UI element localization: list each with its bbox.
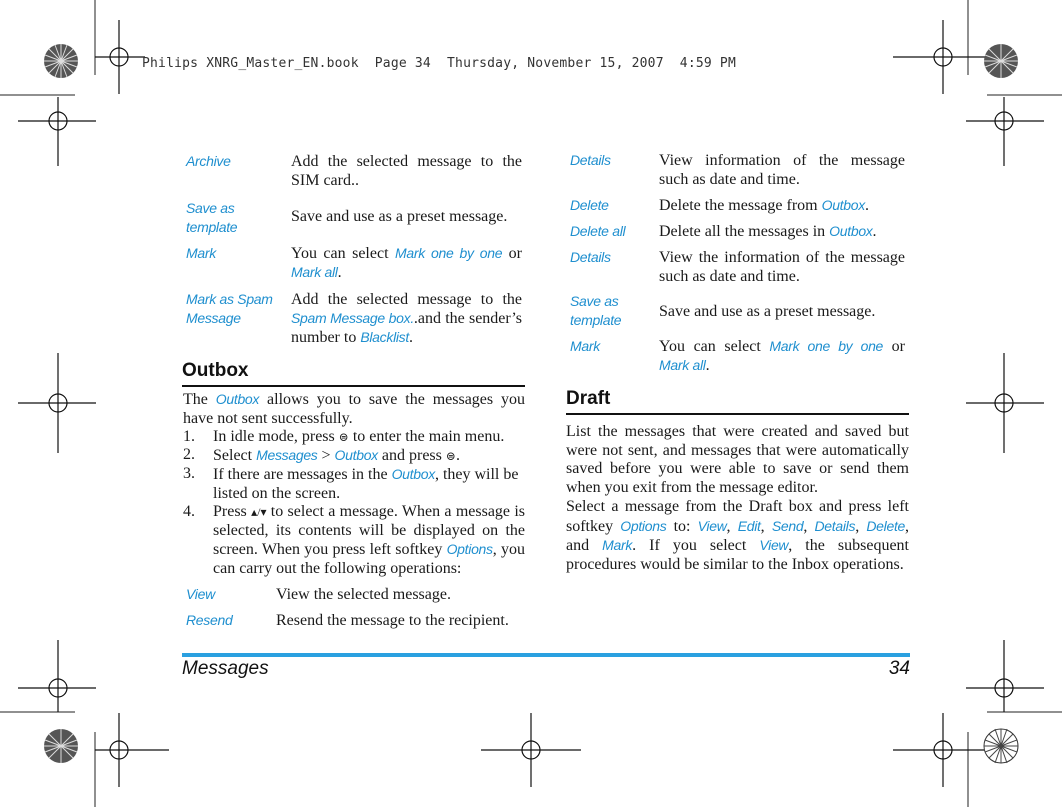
registration-target-icon [966, 640, 1044, 712]
text: Delete the message from [659, 197, 822, 214]
text: or [502, 245, 523, 262]
menu-ref: Outbox [215, 391, 260, 407]
menu-ref: Send [771, 517, 804, 534]
menu-ref: Mark all [659, 357, 706, 373]
text: You can select [659, 338, 770, 355]
term-line: Message [186, 310, 241, 326]
draft-para-2 [566, 498, 909, 574]
menu-ref: Outbox [821, 197, 865, 213]
text: allows you to save the messages you have not sent successfully. [183, 391, 526, 427]
text: In idle mode, press [213, 428, 339, 445]
option-desc-details [659, 151, 905, 189]
option-desc-save-template-2: Save and use as a preset message. [659, 303, 876, 320]
menu-ref: View [759, 537, 789, 553]
menu-ref: Outbox [391, 466, 435, 482]
text: . [705, 357, 710, 374]
desc-line: View information of the message [659, 152, 905, 169]
step-text [213, 446, 460, 466]
text: , the subsequent procedures would be similar to the Inbox operations. [566, 537, 909, 573]
text: , and [566, 517, 910, 554]
term-line: Mark as Spam [186, 291, 273, 307]
starburst-icon [44, 729, 78, 763]
term-line: template [570, 312, 622, 328]
text: and press [377, 447, 446, 464]
option-term-details-2: Details [570, 249, 611, 265]
step-number: 1. [183, 428, 195, 445]
menu-ref: Mark [602, 537, 633, 553]
text: . If you select [632, 537, 760, 554]
text: , they will be [434, 466, 519, 483]
starburst-icon [44, 44, 78, 78]
registration-target-icon [18, 640, 96, 712]
registration-target-icon [95, 20, 145, 94]
step-number: 4. [183, 503, 195, 520]
section-title-outbox: Outbox [182, 360, 249, 381]
text: to enter the main menu. [348, 428, 505, 445]
option-term-save-template-2 [570, 292, 621, 330]
registration-target-icon [481, 713, 581, 787]
option-desc-delete-all [659, 222, 877, 241]
text: selected, its contents will be displayed on the [213, 521, 525, 539]
option-term-archive: Archive [186, 153, 231, 169]
option-desc-delete [659, 196, 869, 215]
option-term-delete: Delete [570, 197, 609, 213]
section-rule [182, 385, 525, 387]
desc-line: View the information of the message [659, 249, 905, 266]
option-desc-mark-2 [659, 337, 905, 375]
text: . [408, 329, 413, 346]
text: , [760, 517, 772, 535]
step-number: 2. [183, 446, 195, 463]
desc-line: such as date and time. [659, 171, 800, 188]
step-text [213, 465, 518, 503]
text: , you [492, 541, 526, 558]
section-rule [566, 413, 909, 415]
text: . [864, 197, 869, 214]
option-desc-archive: Add the selected message to the SIM card.. [291, 153, 522, 189]
text: Select a message from the Draft box and press left softkey [566, 498, 909, 535]
option-term-mark: Mark [186, 245, 216, 261]
nav-up-down-icon: ▴/▾ [251, 505, 267, 519]
text: . [337, 264, 342, 281]
step-4 [183, 503, 525, 579]
option-term-save-template [186, 199, 237, 237]
step-number: 3. [183, 465, 195, 482]
text: or [883, 338, 905, 355]
term-line: Save as [570, 293, 619, 309]
registration-target-icon [893, 713, 993, 787]
registration-target-icon [966, 353, 1044, 453]
option-term-view: View [186, 586, 215, 602]
ok-key-icon: ⊜ [445, 449, 456, 463]
step-text: can carry out the following operations: [213, 560, 462, 577]
starburst-icon [984, 44, 1018, 78]
menu-ref: Edit [737, 517, 761, 534]
option-term-resend: Resend [186, 612, 233, 628]
footer-page-number: 34 [888, 658, 910, 679]
text: , [855, 517, 867, 535]
option-term-mark-2: Mark [570, 338, 600, 354]
menu-ref: Mark one by one [395, 245, 503, 261]
option-term-details: Details [570, 152, 611, 168]
text: > [317, 447, 335, 464]
registration-target-icon [966, 97, 1044, 166]
text: Add the selected message to the [291, 291, 522, 308]
section-title-draft: Draft [566, 388, 611, 409]
text: screen. When you press left softkey [213, 541, 447, 558]
outbox-intro [183, 390, 525, 428]
menu-ref: Messages [256, 447, 318, 463]
term-line: Save as [186, 200, 235, 216]
text: Select [213, 447, 257, 464]
menu-ref: Mark all [291, 264, 338, 280]
step-text [213, 503, 525, 560]
menu-ref: Options [620, 517, 667, 534]
desc-line: such as date and time. [659, 268, 800, 285]
option-desc-view: View the selected message. [276, 586, 451, 603]
menu-ref: Blacklist [360, 329, 409, 345]
text: The [183, 391, 216, 408]
term-line: template [186, 219, 238, 235]
footer-section-name: Messages [182, 658, 269, 679]
step-3 [183, 465, 525, 503]
option-desc-mark [291, 244, 522, 282]
starburst-icon [984, 729, 1018, 763]
option-desc-details-2 [659, 248, 905, 286]
text: , [803, 517, 815, 535]
registration-target-icon [18, 353, 96, 453]
option-desc-mark-spam [291, 290, 522, 347]
text: .and the sender’s number to [291, 310, 522, 346]
registration-target-icon [95, 713, 169, 787]
text: . [455, 447, 460, 464]
option-desc-save-template: Save and use as a preset message. [291, 208, 508, 225]
text: listed on the screen. [213, 484, 341, 502]
draft-para-1: List the messages that were created and saved but were not sent, and messages that were automatically saved before you were able to save or send them when you exit from the message editor. [566, 423, 909, 496]
menu-ref: Outbox [334, 447, 378, 463]
menu-ref: Spam Message box. [291, 310, 414, 326]
print-slug: Philips XNRG_Master_EN.book Page 34 Thursday, November 15, 2007 4:59 PM [142, 56, 736, 71]
option-term-mark-spam [186, 290, 273, 328]
text: to: [666, 517, 698, 535]
text: to select a message. When a message is [266, 503, 526, 520]
step-1 [183, 428, 525, 447]
option-term-delete-all: Delete all [570, 223, 626, 239]
text: . [872, 223, 877, 240]
menu-ref: Mark one by one [769, 338, 884, 354]
registration-target-icon [893, 20, 993, 94]
ok-key-icon: ⊜ [338, 430, 349, 444]
menu-ref: View [697, 517, 727, 534]
text: Delete all the messages in [659, 223, 830, 240]
text: You can select [291, 245, 395, 262]
menu-ref: Delete [866, 517, 906, 534]
menu-ref: Details [814, 517, 856, 534]
registration-target-icon [18, 97, 96, 166]
step-2 [183, 446, 525, 465]
step-text [213, 428, 504, 447]
text: , [726, 517, 738, 535]
option-desc-resend: Resend the message to the recipient. [276, 612, 509, 629]
footer-rule [182, 653, 910, 657]
menu-ref: Outbox [829, 223, 873, 239]
menu-ref: Options [446, 541, 493, 557]
text: Press [213, 503, 252, 520]
text: If there are messages in the [213, 466, 392, 483]
